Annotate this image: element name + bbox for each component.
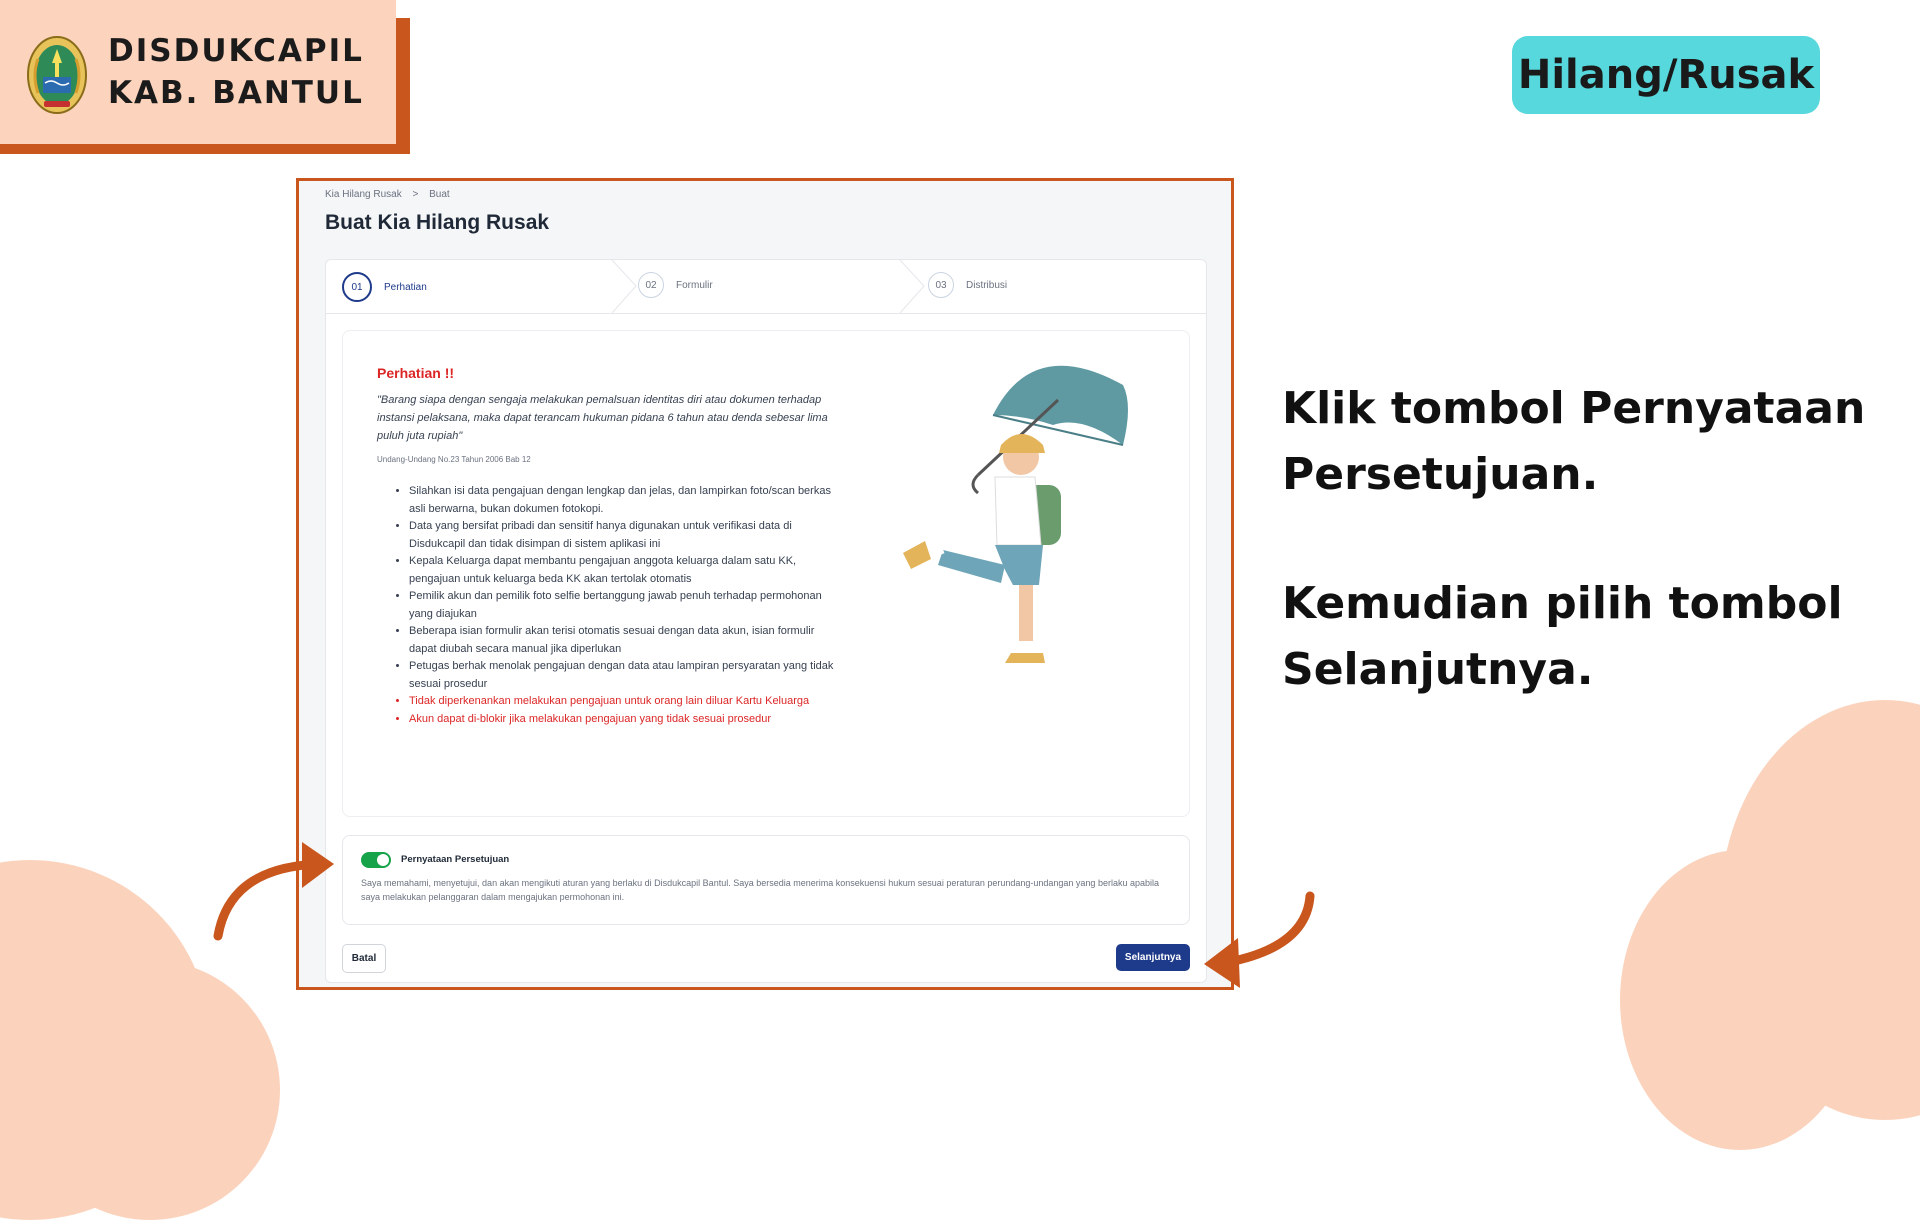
rule-item: • Data yang bersifat pribadi dan sensitif hanya digunakan untuk verifikasi data di Disdukcapil dan tidak disimpan di sistem aplikasi ini	[409, 518, 839, 553]
rules-list	[395, 483, 839, 728]
brand-name-line2: KAB. BANTUL	[108, 75, 364, 111]
consent-text: Saya memahami, menyetujui, dan akan mengikuti aturan yang berlaku di Disdukcapil Bantul. Saya bersedia menerima konsekuensi hukum sesuai peraturan perundang-undangan yang berlaku apabila saya melakukan pelanggaran dalam mengajukan permohonan ini.	[361, 878, 1159, 902]
category-badge: Hilang/Rusak	[1512, 36, 1820, 114]
step-label: Formulir	[676, 279, 713, 291]
stepper	[326, 260, 1206, 314]
rule-item: • Kepala Keluarga dapat membantu pengajuan anggota keluarga dalam satu KK, pengajuan untuk keluarga beda KK akan tertolak otomatis	[409, 553, 839, 588]
brand-name-line1: DISDUKCAPIL	[108, 33, 364, 69]
breadcrumb-item[interactable]: Kia Hilang Rusak	[325, 189, 402, 200]
rule-item: • Silahkan isi data pengajuan dengan lengkap dan jelas, dan lampirkan foto/scan berkas asli berwarna, bukan dokumen fotokopi.	[409, 483, 839, 518]
legal-quote: "Barang siapa dengan sengaja melakukan pemalsuan identitas diri atau dokumen terhadap instansi pelaksana, maka dapat terancam hukuman pidana 6 tahun atau denda sebesar lima puluh juta rupiah"	[377, 394, 828, 442]
rule-item: • Petugas berhak menolak pengajuan dengan data atau lampiran persyaratan yang tidak sesuai prosedur	[409, 658, 839, 693]
pointer-arrow-icon	[210, 836, 340, 946]
page-title: Buat Kia Hilang Rusak	[325, 211, 550, 234]
step-number: 03	[928, 272, 954, 298]
next-button[interactable]: Selanjutnya	[1116, 944, 1190, 971]
form-panel	[325, 259, 1207, 983]
rule-item-warning: • Tidak diperkenankan melakukan pengajuan untuk orang lain diluar Kartu Keluarga	[409, 693, 839, 711]
consent-toggle[interactable]	[361, 852, 391, 868]
step-number: 02	[638, 272, 664, 298]
rule-item: • Beberapa isian formulir akan terisi otomatis sesuai dengan data akun, isian formulir dapat diubah secara manual jika diperlukan	[409, 623, 839, 658]
cancel-button[interactable]: Batal	[342, 944, 386, 973]
instruction-step-1: Klik tombol Pernyataan Persetujuan.	[1282, 383, 1866, 500]
bantul-emblem-icon	[26, 29, 88, 115]
step-number: 01	[342, 272, 372, 302]
notice-card	[342, 330, 1190, 817]
rule-item: • Pemilik akun dan pemilik foto selfie bertanggung jawab penuh terhadap permohonan yang diajukan	[409, 588, 839, 623]
decor-blob	[1620, 850, 1860, 1150]
app-screenshot	[296, 178, 1234, 990]
consent-label[interactable]: Pernyataan Persetujuan	[401, 854, 510, 865]
step-label: Perhatian	[384, 281, 427, 293]
step-chevron-icon	[898, 260, 928, 313]
step-distribusi[interactable]	[928, 272, 1007, 298]
step-formulir[interactable]	[638, 272, 713, 298]
notice-title: Perhatian !!	[377, 365, 455, 381]
step-chevron-icon	[610, 260, 640, 313]
instruction-step-2: Kemudian pilih tombol Selanjutnya.	[1282, 578, 1843, 695]
consent-card	[342, 835, 1190, 925]
breadcrumb	[325, 189, 458, 200]
breadcrumb-separator: >	[412, 189, 419, 200]
breadcrumb-item: Buat	[429, 189, 450, 200]
pointer-arrow-icon	[1198, 890, 1318, 1000]
law-reference: Undang-Undang No.23 Tahun 2006 Bab 12	[377, 455, 531, 464]
rule-item-warning: • Akun dapat di-blokir jika melakukan pengajuan yang tidak sesuai prosedur	[409, 711, 839, 729]
decor-blob	[20, 960, 280, 1220]
step-perhatian[interactable]	[342, 272, 427, 302]
brand-card	[0, 0, 396, 144]
boy-with-umbrella-illustration	[883, 345, 1143, 725]
step-label: Distribusi	[966, 279, 1008, 291]
